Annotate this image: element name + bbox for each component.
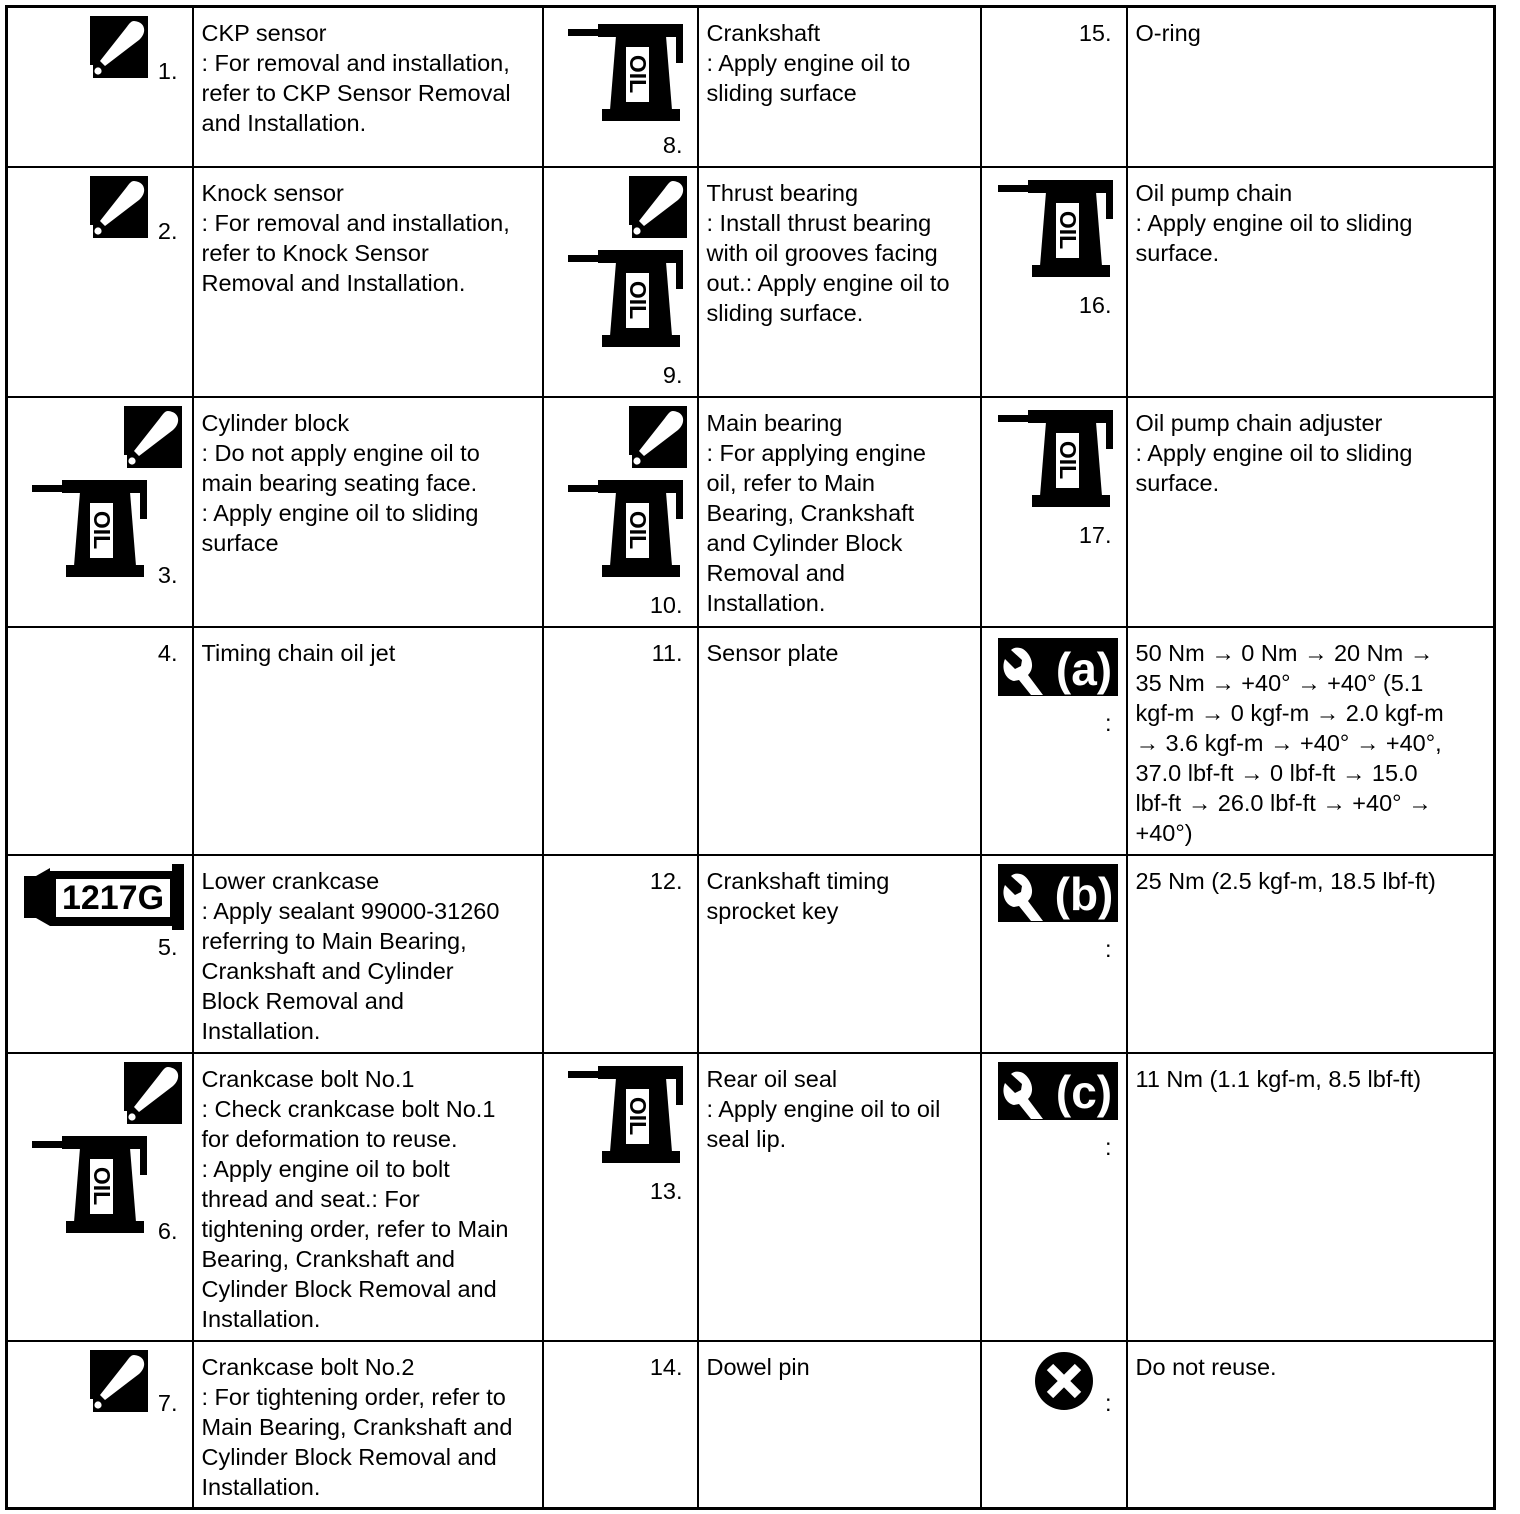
torque-a-title: 50 Nm → 0 Nm → 20 Nm → (1135, 639, 1434, 666)
torque-b-description (1127, 855, 1495, 1053)
torque-c-description (1127, 1053, 1495, 1341)
item-8-title: Crankshaft (706, 20, 821, 46)
item-11-icons-cell (543, 627, 698, 855)
item-15-description (1127, 7, 1495, 167)
torque-a-description (1127, 627, 1495, 855)
item-10-line: Installation. (706, 589, 826, 616)
oil-can-label: OIL (89, 1166, 115, 1205)
item-3-number: 3. (157, 561, 178, 588)
torque-label: (b) (1054, 867, 1113, 920)
item-13-title: Rear oil seal (706, 1065, 838, 1092)
item-9-icons-cell (543, 167, 698, 397)
torque-c-title: 11 Nm (1.1 kgf-m, 8.5 lbf-ft) (1135, 1065, 1422, 1092)
item-12-title: Crankshaft timing (706, 867, 890, 894)
item-15-title: O-ring (1135, 20, 1201, 46)
item-6-line: for deformation to reuse. (201, 1125, 458, 1152)
do-not-reuse-marker: : (1104, 1389, 1112, 1416)
item-7-line: Main Bearing, Crankshaft and (201, 1413, 513, 1440)
torque-c-marker: : (1104, 1133, 1112, 1160)
item-13-description (698, 1053, 981, 1341)
item-9-title: Thrust bearing (706, 179, 859, 206)
torque-a-marker: : (1104, 709, 1112, 736)
item-16-description (1127, 167, 1495, 397)
oil-can-icon (568, 248, 690, 347)
item-14-title: Dowel pin (706, 1353, 810, 1380)
legend-row (7, 167, 1495, 397)
item-10-line: and Cylinder Block (706, 529, 903, 556)
item-10-line: oil, refer to Main (706, 469, 875, 496)
item-16-icons-cell (981, 167, 1127, 397)
torque-a-line: kgf-m → 0 kgf-m → 2.0 kgf-m (1135, 699, 1444, 726)
legend-row (7, 397, 1495, 627)
item-4-icons-cell (7, 627, 193, 855)
item-7-title: Crankcase bolt No.2 (201, 1353, 415, 1380)
item-15-number: 15. (1078, 20, 1112, 46)
item-2-number: 2. (157, 217, 178, 244)
item-2-description (193, 167, 543, 397)
item-5-title: Lower crankcase (201, 867, 380, 894)
item-1-description (193, 7, 543, 167)
sealant-label: 1217G (61, 878, 165, 917)
item-6-description (193, 1053, 543, 1341)
note-icon (629, 406, 687, 468)
note-icon (90, 16, 148, 78)
item-17-line: : Apply engine oil to sliding (1135, 439, 1413, 466)
item-6-line: Installation. (201, 1305, 321, 1332)
item-8-line: sliding surface (706, 80, 857, 106)
item-12-number: 12. (649, 867, 683, 894)
item-14-icons-cell (543, 1341, 698, 1509)
item-6-line: thread and seat.: For (201, 1185, 420, 1212)
item-2-line: : For removal and installation, (201, 209, 510, 236)
item-9-number: 9. (662, 361, 683, 388)
oil-can-icon (32, 1134, 154, 1233)
note-icon (124, 406, 182, 468)
item-1-title: CKP sensor (201, 20, 327, 46)
item-3-line: : Do not apply engine oil to (201, 439, 480, 466)
item-9-line: out.: Apply engine oil to (706, 269, 950, 296)
item-13-number: 13. (649, 1177, 683, 1204)
item-9-line: sliding surface. (706, 299, 864, 326)
item-5-icons-cell (7, 855, 193, 1053)
torque-b-marker: : (1104, 935, 1112, 962)
item-8-line: : Apply engine oil to (706, 50, 911, 76)
do-not-reuse-icon (1034, 1351, 1094, 1411)
item-7-icons-cell (7, 1341, 193, 1509)
item-17-line: surface. (1135, 469, 1220, 496)
item-17-icons-cell (981, 397, 1127, 627)
item-5-line: Crankshaft and Cylinder (201, 957, 454, 984)
item-2-title: Knock sensor (201, 179, 344, 206)
item-2-line: Removal and Installation. (201, 269, 466, 296)
torque-b-icons-cell (981, 855, 1127, 1053)
item-6-icons-cell (7, 1053, 193, 1341)
oil-can-label: OIL (624, 54, 651, 94)
item-3-line: : Apply engine oil to sliding (201, 499, 479, 526)
item-1-number: 1. (157, 58, 178, 84)
item-6-line: Bearing, Crankshaft and (201, 1245, 455, 1272)
item-12-line: sprocket key (706, 897, 839, 924)
do-not-reuse-title: Do not reuse. (1135, 1353, 1277, 1380)
item-12-icons-cell (543, 855, 698, 1053)
item-2-icons-cell (7, 167, 193, 397)
item-12-description (698, 855, 981, 1053)
item-6-line: : Check crankcase bolt No.1 (201, 1095, 496, 1122)
oil-can-icon (32, 478, 154, 577)
item-6-line: tightening order, refer to Main (201, 1215, 509, 1242)
item-14-description (698, 1341, 981, 1509)
oil-can-icon (998, 178, 1120, 277)
item-16-number: 16. (1078, 291, 1112, 318)
item-7-description (193, 1341, 543, 1509)
torque-a-line: +40°) (1135, 819, 1193, 846)
legend-row (7, 627, 1495, 855)
oil-can-icon (568, 22, 690, 121)
legend-row (7, 855, 1495, 1053)
item-8-icons-cell (543, 7, 698, 167)
item-3-icons-cell (7, 397, 193, 627)
item-9-line: : Install thrust bearing (706, 209, 932, 236)
torque-a-icons-cell (981, 627, 1127, 855)
item-11-title: Sensor plate (706, 639, 839, 666)
oil-can-icon (568, 1064, 690, 1163)
oil-can-label: OIL (1054, 210, 1081, 249)
item-3-description (193, 397, 543, 627)
legend-row (7, 1341, 1495, 1509)
torque-c-icons-cell (981, 1053, 1127, 1341)
item-8-number: 8. (662, 132, 683, 158)
item-7-line: Cylinder Block Removal and (201, 1443, 497, 1470)
torque-label: (a) (1055, 642, 1112, 695)
item-10-description (698, 397, 981, 627)
item-8-description (698, 7, 981, 167)
item-3-title: Cylinder block (201, 409, 350, 436)
item-10-line: Removal and (706, 559, 845, 586)
note-icon (90, 176, 148, 238)
legend-row (7, 7, 1495, 167)
item-10-line: : For applying engine (706, 439, 926, 466)
item-17-number: 17. (1078, 521, 1112, 548)
torque-label: (c) (1055, 1065, 1112, 1118)
item-10-line: Bearing, Crankshaft (706, 499, 915, 526)
torque-wrench-icon (998, 638, 1118, 696)
item-4-title: Timing chain oil jet (201, 639, 396, 666)
sealant-tube-icon (24, 864, 184, 930)
note-icon (90, 1350, 148, 1412)
item-2-line: refer to Knock Sensor (201, 239, 429, 266)
oil-can-label: OIL (624, 1096, 651, 1135)
item-1-line: : For removal and installation, (201, 50, 510, 76)
item-5-line: Block Removal and (201, 987, 404, 1014)
item-13-icons-cell (543, 1053, 698, 1341)
oil-can-label: OIL (89, 510, 115, 549)
item-1-line: refer to CKP Sensor Removal (201, 80, 511, 106)
note-icon (124, 1062, 182, 1124)
item-5-description (193, 855, 543, 1053)
item-4-description (193, 627, 543, 855)
torque-a-line: lbf-ft → 26.0 lbf-ft → +40° → (1135, 789, 1432, 816)
item-6-number: 6. (157, 1217, 178, 1244)
item-4-number: 4. (157, 639, 178, 666)
item-10-title: Main bearing (706, 409, 843, 436)
item-5-line: referring to Main Bearing, (201, 927, 467, 954)
legend-row (7, 1053, 1495, 1341)
item-6-line: : Apply engine oil to bolt (201, 1155, 450, 1182)
item-5-line: : Apply sealant 99000-31260 (201, 897, 500, 924)
item-6-line: Cylinder Block Removal and (201, 1275, 497, 1302)
item-9-description (698, 167, 981, 397)
torque-a-line: → 3.6 kgf-m → +40° → +40°, (1135, 729, 1442, 756)
item-3-line: surface (201, 529, 279, 556)
torque-a-line: 35 Nm → +40° → +40° (5.1 (1135, 669, 1424, 696)
oil-can-label: OIL (624, 280, 651, 319)
legend-table (5, 5, 1496, 1510)
item-1-icons-cell (7, 7, 193, 167)
torque-a-line: 37.0 lbf-ft → 0 lbf-ft → 15.0 (1135, 759, 1418, 786)
item-10-icons-cell (543, 397, 698, 627)
item-5-number: 5. (157, 933, 178, 960)
note-icon (629, 176, 687, 238)
item-1-line: and Installation. (201, 110, 367, 136)
item-16-line: : Apply engine oil to sliding (1135, 209, 1413, 236)
item-5-line: Installation. (201, 1017, 321, 1044)
item-11-description (698, 627, 981, 855)
item-10-number: 10. (649, 591, 683, 618)
item-17-description (1127, 397, 1495, 627)
item-11-number: 11. (651, 639, 683, 666)
oil-can-icon (568, 478, 690, 577)
item-6-title: Crankcase bolt No.1 (201, 1065, 415, 1092)
item-16-line: surface. (1135, 239, 1220, 266)
oil-can-label: OIL (624, 510, 651, 549)
item-9-line: with oil grooves facing (706, 239, 938, 266)
torque-wrench-icon (998, 864, 1118, 922)
item-7-number: 7. (157, 1389, 178, 1416)
torque-b-title: 25 Nm (2.5 kgf-m, 18.5 lbf-ft) (1135, 867, 1436, 894)
item-13-line: seal lip. (706, 1125, 787, 1152)
item-16-title: Oil pump chain (1135, 179, 1293, 206)
item-7-line: Installation. (201, 1473, 321, 1500)
item-13-line: : Apply engine oil to oil (706, 1095, 941, 1122)
item-3-line: main bearing seating face. (201, 469, 478, 496)
do-not-reuse-description (1127, 1341, 1495, 1509)
item-15-icons-cell (981, 7, 1127, 167)
oil-can-label: OIL (1054, 440, 1081, 479)
item-14-number: 14. (649, 1353, 683, 1380)
torque-wrench-icon (998, 1062, 1118, 1120)
item-7-line: : For tightening order, refer to (201, 1383, 506, 1410)
oil-can-icon (998, 408, 1120, 507)
do-not-reuse-icons-cell (981, 1341, 1127, 1509)
item-17-title: Oil pump chain adjuster (1135, 409, 1383, 436)
